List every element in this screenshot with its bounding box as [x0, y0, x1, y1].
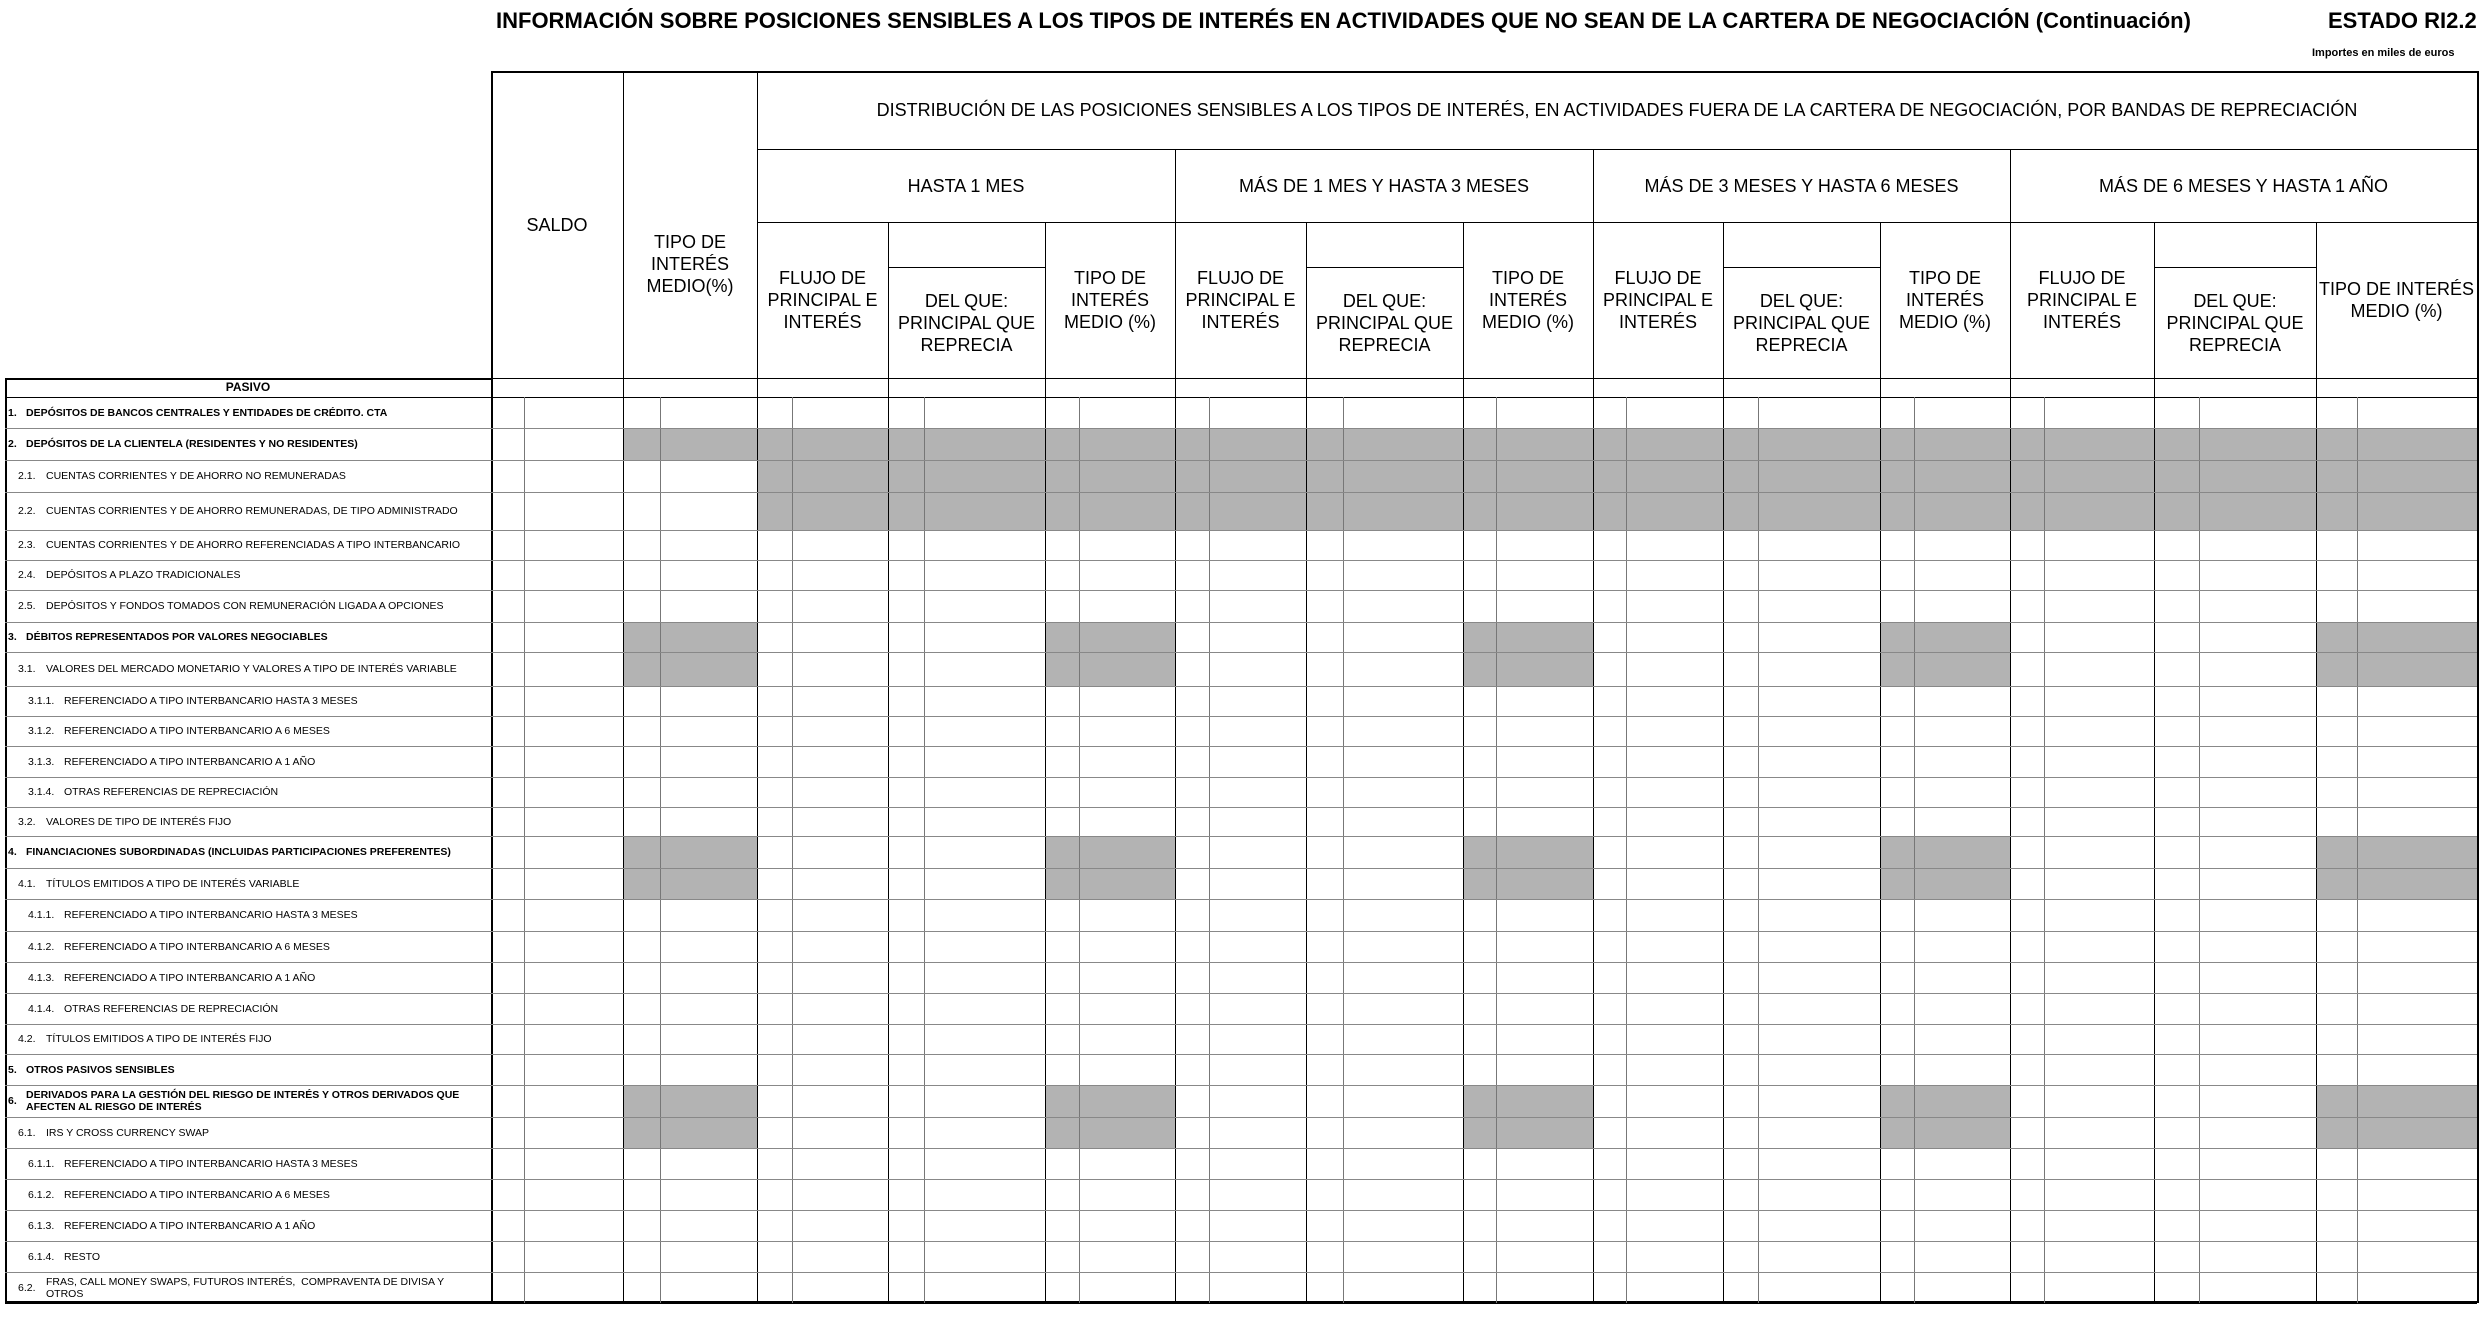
band-1-flujo-label: FLUJO DE PRINCIPAL E INTERÉS: [1185, 268, 1296, 332]
row-text: DEPÓSITOS DE LA CLIENTELA (RESIDENTES Y NO RESIDENTES): [26, 438, 358, 450]
row-label: [28, 1148, 484, 1179]
row-number: 4.1.2.: [28, 940, 55, 953]
band-1-label: MÁS DE 1 MES Y HASTA 3 MESES: [1238, 175, 1530, 196]
row-text: TÍTULOS EMITIDOS A TIPO DE INTERÉS FIJO: [46, 1033, 272, 1045]
row-label: [28, 686, 484, 716]
row-text: REFERENCIADO A TIPO INTERBANCARIO HASTA 3 MESES: [64, 1157, 358, 1170]
row-label: [18, 652, 484, 686]
row-number: 3.1.4.: [28, 786, 55, 798]
band-3-flujo: [2010, 222, 2154, 378]
col-tipo-medio-label: TIPO DE INTERÉS MEDIO(%): [646, 231, 734, 296]
units-note: Importes en miles de euros: [2312, 47, 2455, 59]
row-label: [18, 807, 484, 836]
grid-line: [924, 397, 925, 1303]
row-number: 2.2.: [18, 505, 36, 517]
band-2: [1593, 149, 2010, 222]
row-number: 6.: [8, 1095, 17, 1107]
row-number: 4.1.3.: [28, 971, 55, 984]
row-label: [18, 560, 484, 590]
band-1: [1175, 149, 1593, 222]
band-1-tipo-label: TIPO DE INTERÉS MEDIO (%): [1482, 268, 1574, 332]
grid-line: [2154, 222, 2155, 1303]
grid-line: [1723, 222, 1724, 1303]
row-number: 3.1.: [18, 663, 36, 675]
row-number: 2.4.: [18, 569, 36, 581]
row-number: 4.2.: [18, 1033, 36, 1045]
band-3-tipo-label: TIPO DE INTERÉS MEDIO (%): [2318, 279, 2475, 321]
col-saldo: [491, 71, 623, 378]
row-text: OTRAS REFERENCIAS DE REPRECIACIÓN: [64, 1002, 279, 1015]
grid-line: [2199, 397, 2200, 1303]
grid-line: [2044, 397, 2045, 1303]
row-number: 3.1.3.: [28, 755, 55, 768]
band-0-delque-label: DEL QUE: PRINCIPAL QUE REPRECIA: [897, 290, 1036, 355]
row-label: [8, 622, 484, 652]
row-label: [18, 460, 484, 492]
grid-line: [1496, 397, 1497, 1303]
report-title: INFORMACIÓN SOBRE POSICIONES SENSIBLES A LOS TIPOS DE INTERÉS EN ACTIVIDADES QUE NO SEAN DE LA CARTERA DE NEGOCIACIÓN (Continuación): [496, 8, 2191, 33]
grid-line: [1306, 222, 1307, 1303]
band-2-tipo-label: TIPO DE INTERÉS MEDIO (%): [1899, 268, 1991, 332]
band-1-flujo: [1175, 222, 1306, 378]
band-0-flujo: [757, 222, 888, 378]
band-3-delque-label: DEL QUE: PRINCIPAL QUE REPRECIA: [2166, 290, 2304, 355]
row-text: REFERENCIADO A TIPO INTERBANCARIO HASTA 3 MESES: [64, 695, 358, 707]
grid-line: [524, 397, 525, 1303]
row-number: 2.5.: [18, 600, 36, 612]
band-0-delque: [888, 267, 1045, 378]
grid-line: [792, 397, 793, 1303]
grid-line: [2316, 222, 2317, 1303]
grid-line: [491, 378, 2477, 379]
band-2-label: MÁS DE 3 MESES Y HASTA 6 MESES: [1644, 175, 1959, 196]
row-text: DEPÓSITOS A PLAZO TRADICIONALES: [46, 569, 241, 581]
row-number: 3.: [8, 631, 17, 643]
band-1-tipo: [1463, 222, 1593, 378]
row-number: 2.: [8, 438, 17, 450]
row-text: VALORES DEL MERCADO MONETARIO Y VALORES A TIPO DE INTERÉS VARIABLE: [46, 663, 457, 675]
row-number: 3.1.1.: [28, 695, 55, 707]
grid-line: [1209, 397, 1210, 1303]
band-2-flujo-label: FLUJO DE PRINCIPAL E INTERÉS: [1602, 268, 1714, 332]
grid-line: [1079, 397, 1080, 1303]
row-label: [18, 868, 484, 899]
row-number: 6.1.3.: [28, 1219, 55, 1232]
row-label: [28, 993, 484, 1024]
row-label: [18, 1024, 484, 1054]
row-text: CUENTAS CORRIENTES Y DE AHORRO REMUNERADAS, DE TIPO ADMINISTRADO: [46, 505, 458, 517]
row-number: 2.3.: [18, 539, 36, 551]
row-label: [8, 428, 484, 460]
grid-line: [1880, 222, 1881, 1303]
row-text: CUENTAS CORRIENTES Y DE AHORRO NO REMUNERADAS: [46, 470, 346, 482]
band-0: [757, 149, 1175, 222]
grid-line: [2357, 397, 2358, 1303]
row-text: CUENTAS CORRIENTES Y DE AHORRO REFERENCIADAS A TIPO INTERBANCARIO: [46, 539, 461, 551]
row-label: [28, 899, 484, 931]
band-0-flujo-label: FLUJO DE PRINCIPAL E INTERÉS: [767, 268, 878, 332]
row-label: [28, 777, 484, 807]
row-label: [28, 1241, 484, 1272]
row-text: OTROS PASIVOS SENSIBLES: [26, 1063, 175, 1076]
row-label: [18, 492, 484, 530]
section-pasivo: PASIVO: [225, 380, 271, 394]
band-0-tipo-label: TIPO DE INTERÉS MEDIO (%): [1064, 268, 1156, 332]
grid-line: [660, 397, 661, 1303]
band-2-delque: [1723, 267, 1880, 378]
grid-line: [1914, 397, 1915, 1303]
row-text: VALORES DE TIPO DE INTERÉS FIJO: [46, 815, 232, 828]
row-text: DEPÓSITOS DE BANCOS CENTRALES Y ENTIDADES DE CRÉDITO. CTA: [26, 406, 388, 419]
row-label: [28, 716, 484, 746]
row-label: [28, 1179, 484, 1210]
row-number: 2.1.: [18, 470, 36, 482]
row-text: REFERENCIADO A TIPO INTERBANCARIO A 6 MESES: [64, 1188, 330, 1201]
row-number: 6.1.4.: [28, 1250, 55, 1263]
row-text: REFERENCIADO A TIPO INTERBANCARIO A 6 MESES: [64, 725, 330, 737]
row-text: DÉBITOS REPRESENTADOS POR VALORES NEGOCIABLES: [26, 631, 328, 643]
row-text: FINANCIACIONES SUBORDINADAS (INCLUIDAS PARTICIPACIONES PREFERENTES): [26, 846, 451, 858]
row-label: [18, 590, 484, 622]
row-text: TÍTULOS EMITIDOS A TIPO DE INTERÉS VARIABLE: [46, 877, 300, 890]
row-text: REFERENCIADO A TIPO INTERBANCARIO A 1 AÑO: [64, 971, 316, 984]
row-number: 4.1.4.: [28, 1002, 55, 1015]
row-label: [28, 1210, 484, 1241]
band-1-delque: [1306, 267, 1463, 378]
row-text: DERIVADOS PARA LA GESTIÓN DEL RIESGO DE INTERÉS Y OTROS DERIVADOS QUE AFECTEN AL RIESGO DE INTERÉS: [26, 1089, 462, 1113]
band-2-flujo: [1593, 222, 1723, 378]
band-1-delque-label: DEL QUE: PRINCIPAL QUE REPRECIA: [1315, 290, 1454, 355]
row-label: [28, 746, 484, 777]
row-number: 4.: [8, 846, 17, 858]
grid-line: [5, 1303, 2477, 1304]
row-text: REFERENCIADO A TIPO INTERBANCARIO A 1 AÑO: [64, 1219, 316, 1232]
row-text: REFERENCIADO A TIPO INTERBANCARIO A 6 MESES: [64, 940, 330, 953]
row-number: 6.1.2.: [28, 1188, 55, 1201]
grid-line: [888, 222, 889, 1303]
row-label: [8, 1085, 484, 1117]
band-3-delque: [2154, 267, 2316, 378]
row-label: [28, 962, 484, 993]
row-text: FRAS, CALL MONEY SWAPS, FUTUROS INTERÉS, COMPRAVENTA DE DIVISA Y OTROS: [46, 1275, 447, 1300]
row-label: [18, 1272, 484, 1303]
row-text: REFERENCIADO A TIPO INTERBANCARIO A 1 AÑO: [64, 755, 316, 768]
row-number: 1.: [8, 406, 17, 419]
row-text: RESTO: [64, 1250, 100, 1263]
band-3-flujo-label: FLUJO DE PRINCIPAL E INTERÉS: [2026, 268, 2138, 332]
col-distribucion-label: DISTRIBUCIÓN DE LAS POSICIONES SENSIBLES A LOS TIPOS DE INTERÉS, EN ACTIVIDADES FUERA DE LA CARTERA DE NEGOCIACIÓN, POR BANDAS DE REPRECIACIÓN: [876, 100, 2358, 120]
row-number: 4.1.1.: [28, 909, 55, 921]
row-label: [8, 1054, 484, 1085]
row-text: IRS Y CROSS CURRENCY SWAP: [46, 1126, 209, 1139]
band-0-label: HASTA 1 MES: [907, 175, 1025, 196]
row-label: [18, 530, 484, 560]
row-number: 4.1.: [18, 877, 36, 890]
band-3-label: MÁS DE 6 MESES Y HASTA 1 AÑO: [2098, 175, 2389, 196]
band-2-delque-label: DEL QUE: PRINCIPAL QUE REPRECIA: [1732, 290, 1871, 355]
row-number: 6.1.1.: [28, 1157, 55, 1170]
row-label: [18, 1117, 484, 1148]
estado-code: ESTADO RI2.2: [2328, 8, 2477, 33]
grid-line: [1463, 222, 1464, 1303]
row-label: [8, 397, 484, 428]
grid-line: [1343, 397, 1344, 1303]
row-text: REFERENCIADO A TIPO INTERBANCARIO HASTA 3 MESES: [64, 909, 358, 921]
row-number: 6.1.: [18, 1126, 36, 1139]
grid-line: [1626, 397, 1627, 1303]
band-0-tipo: [1045, 222, 1175, 378]
row-number: 6.2.: [18, 1281, 36, 1294]
row-number: 3.2.: [18, 815, 36, 828]
grid-line: [1758, 397, 1759, 1303]
band-3: [2010, 149, 2477, 222]
row-text: DEPÓSITOS Y FONDOS TOMADOS CON REMUNERACIÓN LIGADA A OPCIONES: [46, 600, 444, 612]
row-label: [8, 836, 484, 868]
col-saldo-label: SALDO: [526, 214, 588, 235]
col-distribucion: [757, 71, 2477, 149]
band-3-tipo: [2316, 222, 2477, 378]
band-2-tipo: [1880, 222, 2010, 378]
row-number: 5.: [8, 1063, 17, 1076]
row-text: OTRAS REFERENCIAS DE REPRECIACIÓN: [64, 786, 279, 798]
row-number: 3.1.2.: [28, 725, 55, 737]
grid-line: [1045, 222, 1046, 1303]
col-tipo-medio: [623, 149, 757, 378]
row-label: [28, 931, 484, 962]
